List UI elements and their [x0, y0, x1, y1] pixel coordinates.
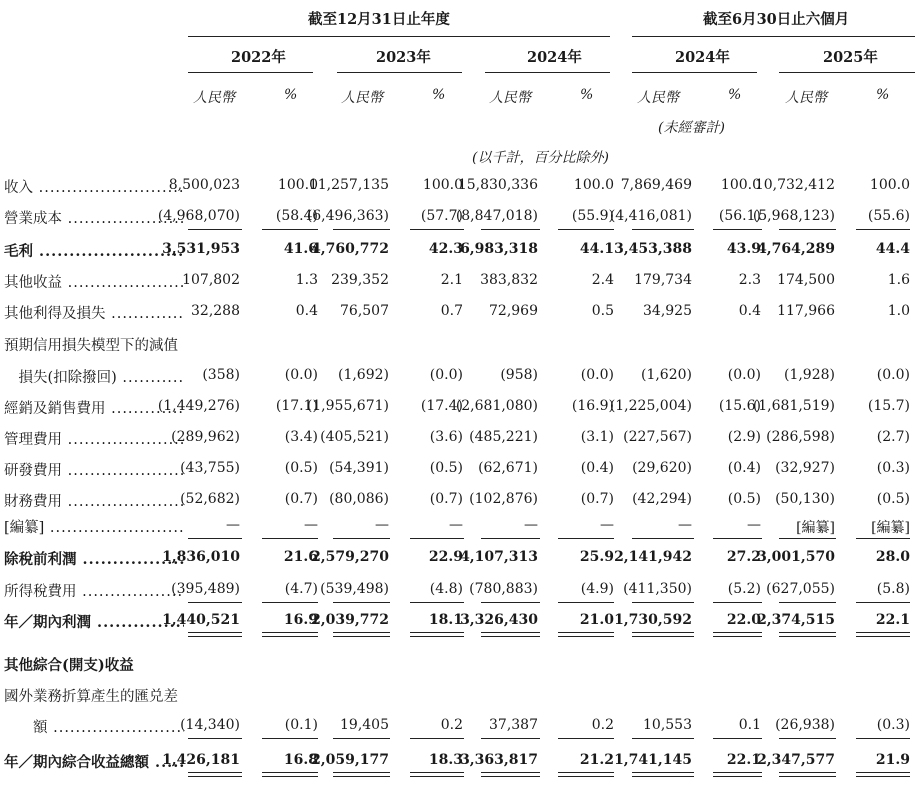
- row-label: 除稅前利潤 .....: [4, 548, 184, 569]
- amount-cell: 179,734: [634, 272, 692, 288]
- double-underline: [262, 632, 318, 637]
- percent-cell: 21.2: [579, 752, 614, 768]
- row-label: 經銷及銷售費用 .....: [4, 397, 184, 418]
- amount-cell: 10,732,412: [754, 177, 835, 193]
- percent-cell: (2.7): [876, 429, 910, 445]
- percent-cell: 2.1: [440, 272, 463, 288]
- percent-cell: 44.4: [875, 241, 910, 257]
- amount-cell: 10,553: [643, 717, 692, 733]
- row-label: 毛利 .....: [4, 240, 184, 261]
- row-label: 研發費用 .....: [4, 459, 184, 480]
- amount-cell: (1,692): [337, 367, 389, 383]
- single-underline: [632, 229, 694, 230]
- single-underline: [632, 738, 694, 739]
- percent-cell: 100.0: [277, 177, 318, 193]
- amount-cell: (405,521): [320, 429, 389, 445]
- row-label: 額 .....: [4, 716, 184, 737]
- percent-cell: 21.9: [875, 752, 910, 768]
- single-underline: [481, 229, 540, 230]
- amount-cell: 3,363,817: [460, 752, 538, 768]
- currency-label: 人民幣: [489, 90, 531, 106]
- single-underline: [558, 602, 614, 603]
- percent-cell: 1.0: [887, 303, 910, 319]
- amount-cell: —: [524, 517, 538, 533]
- single-underline: [558, 538, 614, 539]
- amount-cell: 2,039,772: [311, 612, 389, 628]
- year-header-2024: 2024年: [527, 49, 582, 66]
- amount-cell: —: [678, 517, 692, 533]
- amount-cell: (358): [202, 367, 240, 383]
- percent-cell: (0.0): [429, 367, 463, 383]
- percent-cell: 18.1: [428, 612, 463, 628]
- percent-cell: 42.3: [428, 241, 463, 257]
- amount-cell: (958): [500, 367, 538, 383]
- percent-cell: (17.4): [420, 398, 463, 414]
- year-header-2024-half: 2024年: [675, 49, 730, 66]
- percent-cell: (55.6): [867, 208, 910, 224]
- single-underline: [632, 538, 694, 539]
- amount-cell: (780,883): [469, 581, 538, 597]
- year-underline: [188, 72, 313, 73]
- percent-cell: 21.6: [283, 549, 318, 565]
- amount-cell: (4,416,081): [609, 208, 692, 224]
- double-underline: [558, 772, 614, 777]
- single-underline: [713, 229, 762, 230]
- amount-cell: 8,500,023: [168, 177, 240, 193]
- single-underline: [856, 602, 910, 603]
- units-note: (以千計，百分比除外): [472, 150, 609, 166]
- row-label: 損失(扣除撥回) .....: [4, 366, 184, 387]
- percent-cell: 16.8: [283, 752, 318, 768]
- single-underline: [481, 602, 540, 603]
- amount-cell: (6,496,363): [306, 208, 389, 224]
- amount-cell: 34,925: [643, 303, 692, 319]
- amount-cell: 1,730,592: [614, 612, 692, 628]
- amount-cell: 11,257,135: [308, 177, 389, 193]
- single-underline: [188, 738, 242, 739]
- double-underline: [481, 632, 540, 637]
- double-underline: [188, 772, 242, 777]
- amount-cell: (1,955,671): [306, 398, 389, 414]
- percent-cell: 0.4: [738, 303, 761, 319]
- percent-cell: 44.1: [579, 241, 614, 257]
- amount-cell: 1,440,521: [162, 612, 240, 628]
- percent-label: %: [580, 87, 594, 103]
- amount-cell: 37,387: [489, 717, 538, 733]
- row-label: 財務費用 .....: [4, 490, 184, 511]
- percent-cell: (0.4): [727, 460, 761, 476]
- single-underline: [713, 538, 762, 539]
- amount-cell: (42,294): [632, 491, 692, 507]
- amount-cell: 3,531,953: [162, 241, 240, 257]
- percent-cell: 0.5: [591, 303, 614, 319]
- amount-cell: (5,968,123): [752, 208, 835, 224]
- double-underline: [410, 632, 464, 637]
- percent-cell: 1.6: [887, 272, 910, 288]
- percent-cell: (0.0): [284, 367, 318, 383]
- double-underline: [779, 772, 836, 777]
- single-underline: [410, 538, 464, 539]
- percent-cell: (0.1): [284, 717, 318, 733]
- amount-cell: 117,966: [777, 303, 835, 319]
- percent-cell: 28.0: [875, 549, 910, 565]
- percent-cell: 0.7: [440, 303, 463, 319]
- amount-cell: (50,130): [775, 491, 835, 507]
- double-underline: [713, 632, 762, 637]
- double-underline: [481, 772, 540, 777]
- percent-cell: (2.9): [727, 429, 761, 445]
- percent-cell: (5.2): [727, 581, 761, 597]
- percent-cell: (0.5): [727, 491, 761, 507]
- single-underline: [481, 738, 540, 739]
- percent-cell: 41.6: [283, 241, 318, 257]
- amount-cell: 76,507: [340, 303, 389, 319]
- percent-cell: 1.3: [295, 272, 318, 288]
- row-label: 其他綜合(開支)收益: [4, 657, 134, 674]
- amount-cell: (539,498): [320, 581, 389, 597]
- percent-cell: (55.9): [571, 208, 614, 224]
- amount-cell: (1,225,004): [609, 398, 692, 414]
- amount-cell: (627,055): [766, 581, 835, 597]
- year-underline: [632, 72, 757, 73]
- single-underline: [856, 538, 910, 539]
- percent-cell: (0.0): [580, 367, 614, 383]
- percent-cell: 22.9: [428, 549, 463, 565]
- amount-cell: 32,288: [191, 303, 240, 319]
- percent-cell: 100.0: [573, 177, 614, 193]
- percent-cell: (57.7): [420, 208, 463, 224]
- single-underline: [188, 602, 242, 603]
- year-header-2022: 2022年: [231, 49, 286, 66]
- single-underline: [481, 538, 540, 539]
- percent-cell: 2.4: [591, 272, 614, 288]
- double-underline: [856, 772, 910, 777]
- amount-cell: (227,567): [623, 429, 692, 445]
- amount-cell: 2,347,577: [757, 752, 835, 768]
- amount-cell: 4,764,289: [757, 241, 835, 257]
- percent-cell: (0.0): [876, 367, 910, 383]
- percent-cell: 0.2: [591, 717, 614, 733]
- amount-cell: 2,374,515: [757, 612, 835, 628]
- row-label: 管理費用 .....: [4, 428, 184, 449]
- header-year-group: 截至12月31日止年度: [308, 11, 450, 28]
- amount-cell: 4,760,772: [311, 241, 389, 257]
- percent-cell: 100.0: [422, 177, 463, 193]
- percent-cell: (15.6): [718, 398, 761, 414]
- percent-cell: (16.9): [571, 398, 614, 414]
- double-underline: [333, 772, 390, 777]
- amount-cell: (395,489): [171, 581, 240, 597]
- percent-label: %: [432, 87, 446, 103]
- amount-cell: (485,221): [469, 429, 538, 445]
- row-label: 預期信用損失模型下的減值: [4, 338, 178, 354]
- row-label: 其他收益 .....: [4, 271, 184, 292]
- group-underline-year: [188, 36, 610, 37]
- double-underline: [188, 632, 242, 637]
- percent-cell: [編纂]: [871, 520, 910, 536]
- group-underline-half: [632, 36, 915, 37]
- percent-cell: (0.7): [580, 491, 614, 507]
- single-underline: [262, 602, 318, 603]
- double-underline: [333, 632, 390, 637]
- single-underline: [188, 229, 242, 230]
- amount-cell: (1,681,519): [752, 398, 835, 414]
- percent-cell: 21.0: [579, 612, 614, 628]
- single-underline: [632, 602, 694, 603]
- amount-cell: (8,847,018): [455, 208, 538, 224]
- percent-cell: (0.3): [876, 460, 910, 476]
- year-header-2023: 2023年: [376, 49, 431, 66]
- percent-cell: (4.7): [284, 581, 318, 597]
- row-label: 其他利得及損失 .....: [4, 302, 184, 323]
- percent-cell: (0.5): [284, 460, 318, 476]
- row-label: [編纂] .....: [4, 516, 184, 537]
- amount-cell: (14,340): [180, 717, 240, 733]
- double-underline: [632, 632, 694, 637]
- year-underline: [485, 72, 610, 73]
- double-underline: [410, 772, 464, 777]
- amount-cell: (43,755): [180, 460, 240, 476]
- amount-cell: (52,682): [180, 491, 240, 507]
- currency-label: 人民幣: [193, 90, 235, 106]
- currency-label: 人民幣: [341, 90, 383, 106]
- amount-cell: 19,405: [340, 717, 389, 733]
- amount-cell: 2,141,942: [614, 549, 692, 565]
- double-underline: [713, 772, 762, 777]
- double-underline: [558, 632, 614, 637]
- amount-cell: 2,059,177: [311, 752, 389, 768]
- unaudited-note: (未經審計): [658, 120, 725, 136]
- percent-cell: 25.9: [579, 549, 614, 565]
- amount-cell: 3,453,388: [614, 241, 692, 257]
- amount-cell: (289,962): [171, 429, 240, 445]
- amount-cell: 1,741,145: [614, 752, 692, 768]
- percent-cell: 100.0: [720, 177, 761, 193]
- percent-cell: —: [304, 517, 318, 533]
- amount-cell: 107,802: [182, 272, 240, 288]
- percent-label: %: [876, 87, 890, 103]
- percent-cell: 0.4: [295, 303, 318, 319]
- currency-label: 人民幣: [785, 90, 827, 106]
- double-underline: [779, 632, 836, 637]
- amount-cell: [編纂]: [796, 520, 835, 536]
- single-underline: [713, 602, 762, 603]
- year-underline: [779, 72, 915, 73]
- percent-cell: (17.1): [275, 398, 318, 414]
- percent-cell: 0.2: [440, 717, 463, 733]
- amount-cell: (32,927): [775, 460, 835, 476]
- double-underline: [632, 772, 694, 777]
- row-label: 年／期內綜合收益總額 .....: [4, 751, 184, 772]
- single-underline: [558, 229, 614, 230]
- amount-cell: 6,983,318: [460, 241, 538, 257]
- percent-cell: 2.3: [738, 272, 761, 288]
- single-underline: [333, 229, 390, 230]
- percent-cell: 27.2: [726, 549, 761, 565]
- single-underline: [856, 738, 910, 739]
- single-underline: [779, 538, 836, 539]
- header-half-year-group: 截至6月30日止六個月: [703, 11, 850, 28]
- amount-cell: —: [375, 517, 389, 533]
- amount-cell: 4,107,313: [460, 549, 538, 565]
- percent-cell: —: [747, 517, 761, 533]
- percent-cell: 100.0: [869, 177, 910, 193]
- amount-cell: (286,598): [766, 429, 835, 445]
- row-label: 收入 .....: [4, 176, 184, 197]
- single-underline: [262, 229, 318, 230]
- row-label: 營業成本 .....: [4, 207, 184, 228]
- amount-cell: 3,326,430: [460, 612, 538, 628]
- amount-cell: (102,876): [469, 491, 538, 507]
- percent-cell: 0.1: [738, 717, 761, 733]
- year-underline: [337, 72, 462, 73]
- double-underline: [262, 772, 318, 777]
- single-underline: [713, 738, 762, 739]
- amount-cell: (62,671): [478, 460, 538, 476]
- amount-cell: (54,391): [329, 460, 389, 476]
- single-underline: [558, 738, 614, 739]
- percent-cell: 22.1: [875, 612, 910, 628]
- single-underline: [188, 538, 242, 539]
- amount-cell: 1,426,181: [162, 752, 240, 768]
- amount-cell: 383,832: [480, 272, 538, 288]
- row-label: 年／期內利潤 .....: [4, 611, 184, 632]
- percent-cell: (0.5): [876, 491, 910, 507]
- amount-cell: 239,352: [331, 272, 389, 288]
- percent-cell: (56.1): [718, 208, 761, 224]
- amount-cell: (411,350): [623, 581, 692, 597]
- amount-cell: 3,001,570: [757, 549, 835, 565]
- percent-cell: (0.7): [429, 491, 463, 507]
- percent-cell: 22.0: [726, 612, 761, 628]
- amount-cell: 174,500: [777, 272, 835, 288]
- currency-label: 人民幣: [637, 90, 679, 106]
- percent-cell: (0.4): [580, 460, 614, 476]
- percent-cell: (3.1): [580, 429, 614, 445]
- year-header-2025-half: 2025年: [823, 49, 878, 66]
- amount-cell: 7,869,469: [620, 177, 692, 193]
- single-underline: [410, 738, 464, 739]
- amount-cell: (1,928): [783, 367, 835, 383]
- single-underline: [410, 602, 464, 603]
- percent-cell: (5.8): [876, 581, 910, 597]
- percent-label: %: [728, 87, 742, 103]
- percent-cell: (0.7): [284, 491, 318, 507]
- percent-cell: 22.1: [726, 752, 761, 768]
- percent-cell: 18.3: [428, 752, 463, 768]
- percent-cell: (15.7): [867, 398, 910, 414]
- single-underline: [779, 738, 836, 739]
- percent-cell: (0.0): [727, 367, 761, 383]
- single-underline: [333, 602, 390, 603]
- percent-cell: (3.6): [429, 429, 463, 445]
- amount-cell: (29,620): [632, 460, 692, 476]
- amount-cell: 1,836,010: [162, 549, 240, 565]
- amount-cell: (1,449,276): [157, 398, 240, 414]
- percent-cell: —: [600, 517, 614, 533]
- row-label: 國外業務折算產生的匯兑差: [4, 689, 178, 705]
- percent-cell: (4.8): [429, 581, 463, 597]
- amount-cell: (80,086): [329, 491, 389, 507]
- percent-label: %: [284, 87, 298, 103]
- amount-cell: (1,620): [640, 367, 692, 383]
- amount-cell: (4,968,070): [157, 208, 240, 224]
- percent-cell: (4.9): [580, 581, 614, 597]
- percent-cell: 16.9: [283, 612, 318, 628]
- amount-cell: —: [226, 517, 240, 533]
- amount-cell: 2,579,270: [311, 549, 389, 565]
- single-underline: [410, 229, 464, 230]
- single-underline: [333, 738, 390, 739]
- percent-cell: 43.9: [726, 241, 761, 257]
- percent-cell: —: [449, 517, 463, 533]
- amount-cell: (2,681,080): [455, 398, 538, 414]
- double-underline: [856, 632, 910, 637]
- percent-cell: (58.4): [275, 208, 318, 224]
- single-underline: [856, 229, 910, 230]
- percent-cell: (3.4): [284, 429, 318, 445]
- amount-cell: (26,938): [775, 717, 835, 733]
- single-underline: [779, 602, 836, 603]
- percent-cell: (0.5): [429, 460, 463, 476]
- amount-cell: 15,830,336: [457, 177, 538, 193]
- percent-cell: (0.3): [876, 717, 910, 733]
- amount-cell: 72,969: [489, 303, 538, 319]
- single-underline: [779, 229, 836, 230]
- single-underline: [333, 538, 390, 539]
- single-underline: [262, 738, 318, 739]
- row-label: 所得稅費用 .....: [4, 580, 184, 601]
- single-underline: [262, 538, 318, 539]
